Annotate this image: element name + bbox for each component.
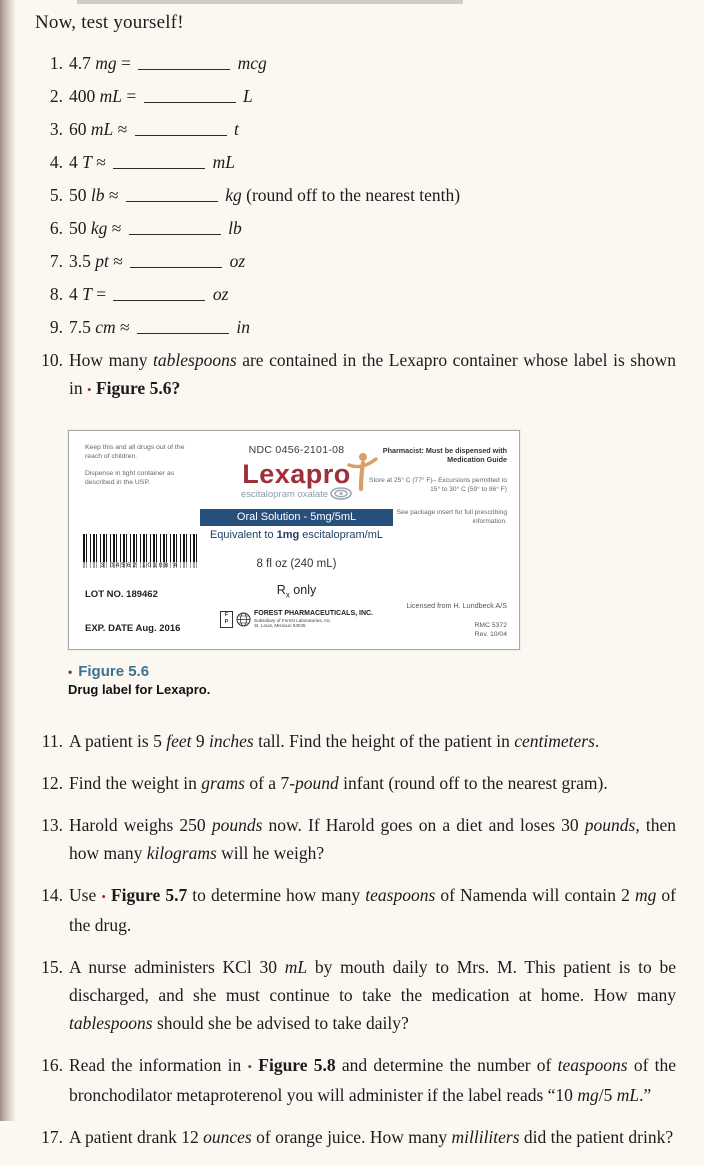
barcode-digits: 3 04562 10108 4 [83,562,197,569]
equivalent-strength: 1mg [276,529,300,541]
text-run: 3.5 [69,251,96,271]
text-run: = [91,284,111,304]
text-run: 4 [69,152,83,172]
list-item [35,769,676,797]
list-item [35,881,676,939]
text-run: teaspoons [365,885,436,905]
item-text [69,769,676,797]
text-run: teaspoons [557,1055,628,1075]
lot-number: LOT NO. 189462 [85,589,158,600]
answer-blank [129,231,221,235]
list-item [35,953,676,1037]
item-number: 9. [49,317,63,337]
item-number: 2. [49,86,63,106]
text-run: ≈ [104,185,123,205]
item-number: 17. [41,1127,63,1147]
text-run: 9 [191,731,209,751]
pharmacist-note: Pharmacist: Must be dispensed with Medication Guide [382,446,507,464]
list-item [35,82,676,110]
label-center-column [200,444,393,629]
text-run: T [82,152,92,172]
list-item [35,181,676,209]
text-run: Read the information in [69,1055,248,1075]
text-run: tall. Find the height of the patient in [253,731,515,751]
text-run: kg [225,185,242,205]
text-run: pounds [584,815,636,835]
license-note: Licensed from H. Lundbeck A/S [406,601,507,610]
list-item [35,280,676,308]
package-insert-note: See package insert for full prescribing information. [396,509,507,525]
text-run: Figure 5.6? [95,378,181,398]
answer-blank [113,297,205,301]
answer-blank [144,99,236,103]
item-text [69,49,676,77]
text-run: kg [90,218,108,238]
label-right-column [369,446,507,526]
item-text [69,811,676,867]
text-run: (round off to the nearest tenth) [241,185,461,205]
question-list [35,727,676,1151]
equivalent-pre: Equivalent to [209,529,277,541]
text-run: , then how many [69,815,676,863]
brand-block [241,461,352,500]
item-text [69,881,676,939]
item-number: 8. [49,284,63,304]
drug-label-figure [68,430,520,650]
rx-symbol: R [276,583,286,597]
equivalent-post: escitalopram/mL [299,529,384,541]
text-run: in [236,317,251,337]
rmc-code: RMC 5372 [474,622,507,629]
item-number: 6. [49,218,63,238]
answer-blank [113,165,205,169]
text-run: mL [616,1085,640,1105]
rx-subscript: x [285,590,290,600]
label-dispense-text: Dispense in tight container as described in the USP. [85,470,175,486]
text-run: 60 [69,119,91,139]
item-text [69,82,676,110]
item-number: 14. [41,885,63,905]
list-item [35,1051,676,1109]
item-number: 13. [41,815,63,835]
text-run: ounces [203,1127,252,1147]
text-run: How many [69,350,154,370]
text-run: of Namenda will contain 2 [435,885,635,905]
text-run: t [233,119,239,139]
text-run: . [594,731,600,751]
item-text [69,280,676,308]
text-run: mL [90,119,114,139]
text-run: oz [229,251,246,271]
text-run: pounds [211,815,263,835]
text-run: mL [99,86,122,106]
text-run: of a 7- [244,773,296,793]
text-run: and determine the number of [335,1055,558,1075]
text-run: ≈ [115,317,135,337]
text-run: lb [228,218,242,238]
item-text [69,313,676,341]
page-title: Now, test yourself! [35,12,184,33]
label-left-column [85,444,203,496]
manufacturer-subsidiary: Subsidiary of Forest Laboratories, Inc. [254,617,332,623]
figure-caption [68,663,676,697]
equivalent-line [200,529,393,541]
brand-name: Lexapro [242,459,351,489]
ndc-number: NDC 0456-2101-08 [248,444,345,456]
text-run: kilograms [146,843,217,863]
text-run: mL [212,152,235,172]
text-run: 50 [69,218,91,238]
text-run: will he weigh? [216,843,325,863]
list-item [35,148,676,176]
oral-solution-strength-bar: Oral Solution - 5mg/5mL [200,509,393,526]
text-run: infant (round off to the nearest gram). [338,773,608,793]
text-run: • [247,1059,253,1074]
text-run: Find the weight in [69,773,202,793]
text-run: pound [295,773,339,793]
item-number: 7. [49,251,63,271]
figure-caption-text: Drug label for Lexapro. [68,682,211,697]
text-run: 50 [69,185,91,205]
item-text [69,247,676,275]
text-run: ≈ [107,218,126,238]
text-run: • [87,382,92,397]
globe-icon [236,612,251,627]
container-volume: 8 fl oz (240 mL) [256,558,337,570]
list-item [35,811,676,867]
text-run: should she be advised to take daily? [152,1013,409,1033]
text-run: oz [212,284,229,304]
item-number: 5. [49,185,63,205]
item-text [69,1123,676,1151]
rx-only-line [200,583,393,600]
fp-logo-icon: F P [220,611,233,628]
list-item [35,1123,676,1151]
text-run: Figure 5.8 [258,1055,336,1075]
text-run: milliliters [451,1127,520,1147]
text-run: Use [69,885,102,905]
text-run: did the patient drink? [519,1127,674,1147]
item-number: 15. [41,957,63,977]
item-text [69,953,676,1037]
generic-name: escitalopram oxalate [240,489,329,500]
figure-bullet-icon: • [68,665,73,679]
text-run: 4.7 [69,53,96,73]
text-run: to determine how many [187,885,366,905]
answer-blank [137,330,229,334]
manufacturer-city: St. Louis, Missouri 63045 [254,623,306,628]
item-number: 10. [41,350,63,370]
item-number: 11. [41,731,63,751]
manufacturer-name: FOREST PHARMACEUTICALS, INC. [254,609,373,617]
list-item [35,115,676,143]
text-run: ≈ [108,251,128,271]
text-run: 4 [69,284,83,304]
item-text [69,214,676,242]
text-run: ≈ [91,152,111,172]
text-run: L [243,86,253,106]
item-text [69,115,676,143]
item-text [69,346,676,404]
answer-blank [138,66,230,70]
answer-blank [126,198,218,202]
item-number: 12. [41,773,63,793]
text-run: tablespoons [69,1013,153,1033]
text-run: inches [208,731,254,751]
answer-blank [130,264,222,268]
text-run: ≈ [113,119,132,139]
text-run: by mouth daily to Mrs. M. This patient is to be discharged, and she must continue to take the medication at home. How many [69,957,676,1005]
text-run: pt [95,251,109,271]
expiration-date: EXP. DATE Aug. 2016 [85,623,181,634]
list-item [35,313,676,341]
text-run: mcg [237,53,267,73]
rx-only-text: only [289,583,317,597]
text-run: 7.5 [69,317,96,337]
text-run: feet [166,731,192,751]
text-run: = [122,86,141,106]
list-item [35,214,676,242]
text-run: mg [634,885,657,905]
text-run: /5 [598,1085,617,1105]
text-run: A patient is 5 [69,731,167,751]
figure-number: Figure 5.6 [78,663,150,680]
revision-code: Rev. 10/04 [474,630,507,638]
list-item [35,247,676,275]
item-text [69,727,676,755]
answer-blank [135,132,227,136]
text-run: centimeters [514,731,595,751]
text-run: lb [90,185,105,205]
text-run: 400 [69,86,100,106]
text-run: T [82,284,92,304]
text-run: mg [95,53,117,73]
text-run: .” [639,1085,652,1105]
item-text [69,1051,676,1109]
text-run: A patient drank 12 [69,1127,204,1147]
item-number: 3. [49,119,63,139]
text-run: Figure 5.7 [110,885,188,905]
text-run: of orange juice. How many [251,1127,452,1147]
storage-instructions: Store at 25° C (77° F)– Excursions permitted to 15° to 30° C (59° to 86° F) [369,477,507,493]
item-number: 1. [49,53,63,73]
list-item [35,49,676,77]
text-run: mL [284,957,308,977]
label-keep-text: Keep this and all drugs out of the reach of children. [85,444,185,460]
text-run: cm [95,317,116,337]
text-run: of the drug. [69,885,676,935]
item-number: 4. [49,152,63,172]
list-item [35,727,676,755]
text-run: are contained in the Lexapro container whose label is shown in [69,350,677,398]
exercise-list [35,49,676,404]
text-run: = [116,53,136,73]
item-text [69,181,676,209]
item-text [69,148,676,176]
text-run: mg [577,1085,599,1105]
text-run: tablespoons [153,350,237,370]
item-number: 16. [41,1055,63,1075]
list-item [35,346,676,404]
text-run: of the bronchodilator metaproterenol you will administer if the label reads “10 [69,1055,677,1105]
manufacturer-block [200,610,393,629]
text-run: grams [201,773,245,793]
text-run: Harold weighs 250 [69,815,212,835]
text-run: now. If Harold goes on a diet and loses 30 [262,815,585,835]
text-run: • [101,889,106,904]
text-run: A nurse administers KCl 30 [69,957,285,977]
